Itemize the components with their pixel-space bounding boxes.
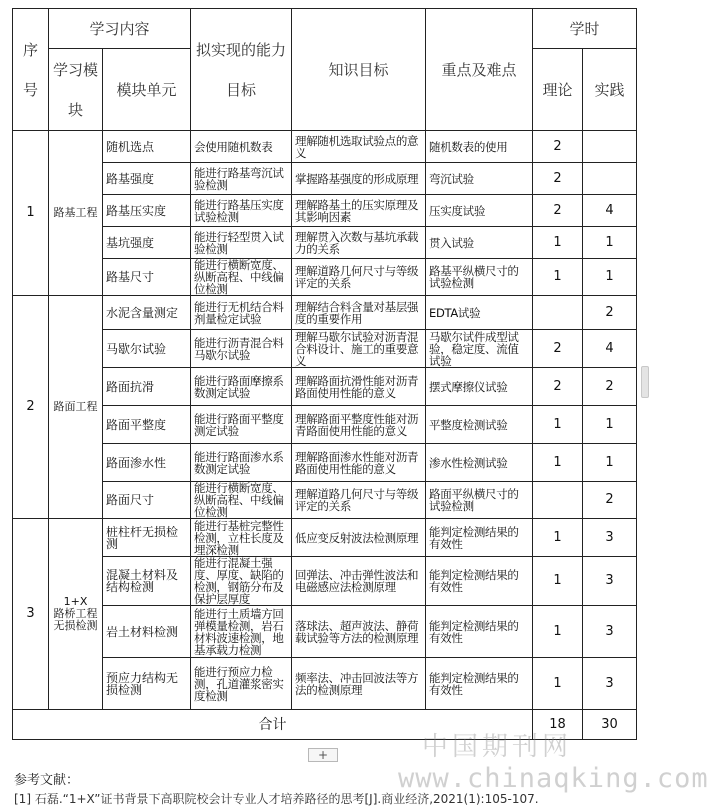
header-unit: 模块单元 — [103, 49, 191, 131]
theory-hours-cell: 2 — [533, 163, 583, 195]
practice-hours-cell: 2 — [583, 296, 637, 330]
module-name-line: 路桥工程 — [53, 607, 98, 620]
knowledge-cell: 理解结合料含量对基层强度的重要作用 — [292, 296, 426, 330]
knowledge-cell: 回弹法、冲击弹性波法和电磁感应法检测原理 — [292, 557, 426, 606]
ability-cell: 能进行土质墙方回弹模量检测，岩石材料波速检测，地基承载力检测 — [191, 606, 292, 658]
header-knowledge: 知识目标 — [292, 9, 426, 131]
theory-hours-cell: 1 — [533, 658, 583, 710]
keypoint-cell: 能判定检测结果的有效性 — [426, 519, 533, 557]
keypoint-cell: 路面平纵横尺寸的试验检测 — [426, 482, 533, 519]
keypoint-cell: 压实度试验 — [426, 195, 533, 227]
unit-cell: 路基尺寸 — [103, 259, 191, 296]
table-row — [13, 606, 637, 658]
table-row — [13, 296, 637, 330]
knowledge-cell: 理解随机选取试验点的意义 — [292, 131, 426, 163]
knowledge-cell: 掌握路基强度的形成原理 — [292, 163, 426, 195]
theory-hours-cell: 1 — [533, 406, 583, 444]
theory-hours-cell: 1 — [533, 259, 583, 296]
ability-cell: 能进行路基弯沉试验检测 — [191, 163, 292, 195]
practice-hours-cell: 2 — [583, 368, 637, 406]
knowledge-cell: 低应变反射波法检测原理 — [292, 519, 426, 557]
knowledge-cell: 理解路面渗水性能对沥青路面使用性能的意义 — [292, 444, 426, 482]
header-seq: 序号 — [13, 9, 49, 131]
practice-hours-cell: 3 — [583, 606, 637, 658]
unit-cell: 路面抗滑 — [103, 368, 191, 406]
practice-hours-cell: 3 — [583, 658, 637, 710]
side-scroll-handle[interactable] — [641, 366, 649, 398]
curriculum-table — [12, 8, 637, 740]
unit-cell: 路基压实度 — [103, 195, 191, 227]
header-module: 学习模块 — [49, 49, 103, 131]
total-practice: 30 — [583, 710, 637, 740]
table-row — [13, 227, 637, 259]
reference-item: [1] 石磊.“1+X”证书背景下高职院校会计专业人才培养路径的思考[J].商业经济,2021(1):105-107. — [14, 792, 539, 806]
table-row — [13, 368, 637, 406]
unit-cell: 基坑强度 — [103, 227, 191, 259]
unit-cell: 随机选点 — [103, 131, 191, 163]
ability-cell: 能进行混凝土强度、厚度、缺陷的检测，钢筋分布及保护层厚度 — [191, 557, 292, 606]
watermark-url: www.chinaqking.com — [398, 763, 709, 794]
practice-hours-cell: 1 — [583, 444, 637, 482]
module-name: 路基工程 — [49, 131, 103, 296]
theory-hours-cell — [533, 296, 583, 330]
ability-cell: 能进行沥青混合料马歇尔试验 — [191, 330, 292, 368]
keypoint-cell: 马歇尔试件成型试验，稳定度、流值试验 — [426, 330, 533, 368]
keypoint-cell: 贯入试验 — [426, 227, 533, 259]
practice-hours-cell: 4 — [583, 330, 637, 368]
keypoint-cell: 能判定检测结果的有效性 — [426, 606, 533, 658]
ability-cell: 能进行无机结合料剂量检定试验 — [191, 296, 292, 330]
ability-cell: 会使用随机数表 — [191, 131, 292, 163]
module-name-line: 1+X — [63, 595, 88, 608]
practice-hours-cell: 1 — [583, 259, 637, 296]
table-row — [13, 482, 637, 519]
header-theory: 理论 — [533, 49, 583, 131]
keypoint-cell: 能判定检测结果的有效性 — [426, 658, 533, 710]
table-row — [13, 658, 637, 710]
keypoint-cell: 能判定检测结果的有效性 — [426, 557, 533, 606]
knowledge-cell: 频率法、冲击回波法等方法的检测原理 — [292, 658, 426, 710]
practice-hours-cell: 4 — [583, 195, 637, 227]
ability-cell: 能进行预应力检测，孔道灌浆密实度检测 — [191, 658, 292, 710]
practice-hours-cell — [583, 131, 637, 163]
knowledge-cell: 理解道路几何尺寸与等级评定的关系 — [292, 482, 426, 519]
watermark-chinese: 中国期刊网 — [422, 732, 573, 762]
table-row — [13, 557, 637, 606]
row-seq: 2 — [13, 296, 49, 519]
ability-cell: 能进行路基压实度试验检测 — [191, 195, 292, 227]
unit-cell: 桩柱杆无损检测 — [103, 519, 191, 557]
practice-hours-cell: 3 — [583, 557, 637, 606]
theory-hours-cell: 1 — [533, 519, 583, 557]
unit-cell: 路面渗水性 — [103, 444, 191, 482]
keypoint-cell: EDTA试验 — [426, 296, 533, 330]
theory-hours-cell: 1 — [533, 606, 583, 658]
row-seq: 1 — [13, 131, 49, 296]
practice-hours-cell — [583, 163, 637, 195]
ability-cell: 能进行基桩完整性检测，立柱长度及埋深检测 — [191, 519, 292, 557]
table-row — [13, 163, 637, 195]
unit-cell: 路面尺寸 — [103, 482, 191, 519]
module-name: 路面工程 — [49, 296, 103, 519]
header-ability: 拟实现的能力目标 — [191, 9, 292, 131]
practice-hours-cell: 1 — [583, 406, 637, 444]
theory-hours-cell: 2 — [533, 131, 583, 163]
table-row — [13, 444, 637, 482]
table-row — [13, 519, 637, 557]
module-name-line: 无损检测 — [53, 619, 98, 632]
table-row — [13, 259, 637, 296]
table-row — [13, 195, 637, 227]
ability-cell: 能进行轻型贯入试验检测 — [191, 227, 292, 259]
practice-hours-cell: 1 — [583, 227, 637, 259]
table-row — [13, 406, 637, 444]
header-hours: 学时 — [533, 9, 637, 49]
document-page — [12, 8, 636, 740]
table-row — [13, 330, 637, 368]
keypoint-cell: 渗水性检测试验 — [426, 444, 533, 482]
module-name — [49, 519, 103, 710]
add-row-button[interactable]: + — [308, 748, 338, 762]
ability-cell: 能进行路面平整度测定试验 — [191, 406, 292, 444]
practice-hours-cell: 3 — [583, 519, 637, 557]
keypoint-cell: 平整度检测试验 — [426, 406, 533, 444]
theory-hours-cell: 1 — [533, 444, 583, 482]
ability-cell: 能进行路面渗水系数测定试验 — [191, 444, 292, 482]
practice-hours-cell: 2 — [583, 482, 637, 519]
header-keypoints: 重点及难点 — [426, 9, 533, 131]
knowledge-cell: 理解道路几何尺寸与等级评定的关系 — [292, 259, 426, 296]
knowledge-cell: 理解路面抗滑性能对沥青路面使用性能的意义 — [292, 368, 426, 406]
theory-hours-cell — [533, 482, 583, 519]
unit-cell: 路面平整度 — [103, 406, 191, 444]
ability-cell: 能进行路面摩擦系数测定试验 — [191, 368, 292, 406]
theory-hours-cell: 2 — [533, 330, 583, 368]
ability-cell: 能进行横断宽度、纵断高程、中线偏位检测 — [191, 482, 292, 519]
keypoint-cell: 随机数表的使用 — [426, 131, 533, 163]
header-practice: 实践 — [583, 49, 637, 131]
theory-hours-cell: 1 — [533, 227, 583, 259]
keypoint-cell: 摆式摩擦仪试验 — [426, 368, 533, 406]
ability-cell: 能进行横断宽度、纵断高程、中线偏位检测 — [191, 259, 292, 296]
header-content: 学习内容 — [49, 9, 191, 49]
references-title: 参考文献： — [14, 773, 80, 788]
knowledge-cell: 理解路面平整度性能对沥青路面使用性能的意义 — [292, 406, 426, 444]
knowledge-cell: 落球法、超声波法、静荷载试验等方法的检测原理 — [292, 606, 426, 658]
knowledge-cell: 理解贯入次数与基坑承载力的关系 — [292, 227, 426, 259]
table-row — [13, 131, 637, 163]
total-theory: 18 — [533, 710, 583, 740]
unit-cell: 路基强度 — [103, 163, 191, 195]
row-seq: 3 — [13, 519, 49, 710]
theory-hours-cell: 1 — [533, 557, 583, 606]
knowledge-cell: 理解马歇尔试验对沥青混合料设计、施工的重要意义 — [292, 330, 426, 368]
keypoint-cell: 弯沉试验 — [426, 163, 533, 195]
theory-hours-cell: 2 — [533, 195, 583, 227]
theory-hours-cell: 2 — [533, 368, 583, 406]
unit-cell: 岩土材料检测 — [103, 606, 191, 658]
keypoint-cell: 路基平纵横尺寸的试验检测 — [426, 259, 533, 296]
unit-cell: 水泥含量测定 — [103, 296, 191, 330]
unit-cell: 马歇尔试验 — [103, 330, 191, 368]
total-label: 合计 — [13, 710, 533, 740]
knowledge-cell: 理解路基土的压实原理及其影响因素 — [292, 195, 426, 227]
unit-cell: 混凝土材料及结构检测 — [103, 557, 191, 606]
unit-cell: 预应力结构无损检测 — [103, 658, 191, 710]
